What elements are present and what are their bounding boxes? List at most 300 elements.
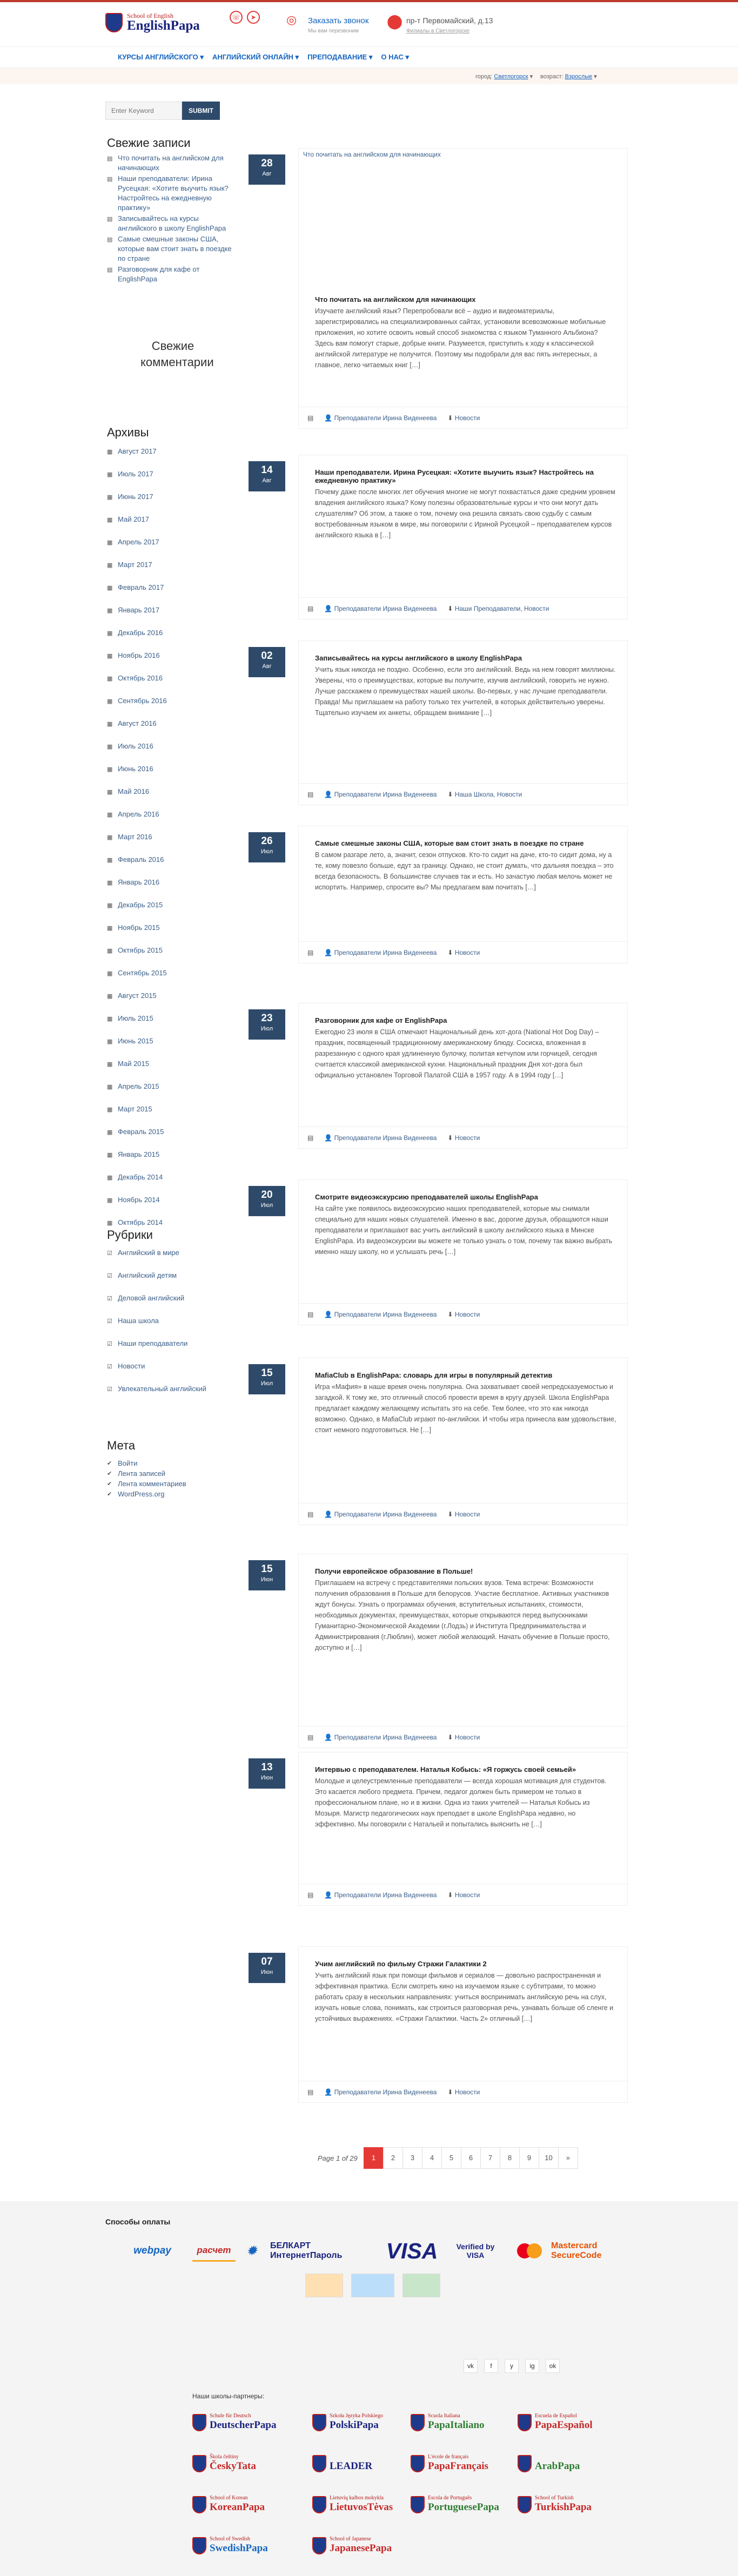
post-date-month: Июл	[260, 848, 273, 855]
partner-crest-icon	[312, 2496, 326, 2513]
checkbox-icon: ☑	[107, 1318, 112, 1325]
archive-link[interactable]: Декабрь 2016	[118, 629, 163, 637]
calendar-icon: ▦	[107, 744, 113, 750]
calendar-icon: ▦	[107, 766, 113, 773]
post-title[interactable]: Учим английский по фильму Стражи Галактики 2	[315, 1960, 487, 1968]
post-title[interactable]: Что почитать на английском для начинающих	[315, 295, 476, 304]
partner-crest-icon	[518, 2455, 532, 2472]
archive-item[interactable]	[107, 968, 237, 989]
archive-link[interactable]: Июль 2017	[118, 470, 153, 478]
category-link[interactable]: Наши преподаватели	[118, 1339, 188, 1347]
archive-link[interactable]: Январь 2017	[118, 606, 160, 614]
age-filter-value[interactable]: Взрослые	[565, 73, 593, 80]
pagination-page[interactable]: 4	[422, 2147, 442, 2169]
post-author[interactable]	[324, 2088, 437, 2096]
post-date-month: Авг	[262, 171, 272, 177]
archive-link[interactable]: Ноябрь 2015	[118, 923, 160, 932]
post-author-link[interactable]: Преподаватели Ирина Виденеева	[334, 1510, 437, 1518]
post-excerpt: Учить язык никогда не поздно. Особенно, если это английский. Ведь на нем говорят миллионы. Уверены, что о преимуществах, которые вы получите, изучив английский, говорить не нужно. Лучше расскажем о преимуществах нашей школы. Во-первых, у нас лучшие преподаватели. Правда! Мы приглашаем на работу только тех учителей, в которых действительно уверены. Тщательно изучаем их анкеты, обращаем внимание […]	[315, 666, 616, 717]
search-form	[105, 102, 220, 120]
archive-link[interactable]: Февраль 2016	[118, 855, 164, 864]
archive-link[interactable]: Октябрь 2015	[118, 946, 163, 954]
post-author-link[interactable]: Преподаватели Ирина Виденеева	[334, 414, 437, 422]
document-icon: ▤	[107, 267, 113, 273]
post-author[interactable]	[324, 605, 437, 612]
pagination-page[interactable]: 1	[364, 2147, 384, 2169]
partner-school-text: L'école de français	[428, 2454, 469, 2460]
recent-post-link[interactable]: Разговорник для кафе от EnglishPapa	[118, 265, 200, 283]
post-format-icon: ▤	[307, 414, 314, 422]
partner-logo[interactable]	[312, 2491, 407, 2521]
pagination-page[interactable]: 9	[519, 2147, 539, 2169]
post-date-badge	[249, 647, 285, 677]
archive-item[interactable]	[107, 990, 237, 1012]
city-filter-value[interactable]: Светлогорск	[494, 73, 528, 80]
post-author-link[interactable]: Преподаватели Ирина Виденеева	[334, 1310, 437, 1318]
pagination-info: Page 1 of 29	[318, 2154, 358, 2162]
partner-logo[interactable]	[518, 2450, 612, 2480]
post-date-month: Авг	[262, 477, 272, 484]
archive-item[interactable]	[107, 514, 237, 536]
archive-item[interactable]	[107, 764, 237, 785]
post-author[interactable]	[324, 791, 437, 798]
pagination-page[interactable]: 8	[500, 2147, 520, 2169]
mastercard-securecode-text: Mastercard SecureCode	[551, 2241, 602, 2260]
archive-link[interactable]: Октябрь 2016	[118, 674, 163, 682]
archive-item[interactable]	[107, 809, 237, 831]
meta-link[interactable]: WordPress.org	[118, 1490, 165, 1498]
partner-name[interactable]: PortuguesePapa	[428, 2501, 499, 2513]
category-item[interactable]	[107, 1361, 237, 1383]
recent-post-item[interactable]	[107, 174, 237, 213]
archive-link[interactable]: Июль 2015	[118, 1014, 153, 1022]
post-category[interactable]	[447, 414, 480, 422]
category-link[interactable]: Увлекательный английский	[118, 1385, 206, 1393]
post-author-link[interactable]: Преподаватели Ирина Виденеева	[334, 790, 437, 798]
post-category-link[interactable]: Новости	[454, 1733, 480, 1741]
post-author-link[interactable]: Преподаватели Ирина Виденеева	[334, 1134, 437, 1142]
post-date-day: 15	[261, 1563, 273, 1575]
archive-link[interactable]: Январь 2015	[118, 1150, 160, 1158]
meta-item[interactable]	[107, 1458, 237, 1468]
partner-crest-icon	[312, 2414, 326, 2431]
archive-link[interactable]: Август 2016	[118, 719, 157, 727]
post-category[interactable]	[447, 1510, 480, 1518]
archive-link[interactable]: Август 2015	[118, 992, 157, 1000]
partner-name[interactable]: TurkishPapa	[535, 2501, 592, 2513]
post-category-link[interactable]: Наши Преподаватели, Новости	[454, 604, 549, 612]
category-link[interactable]: Наша школа	[118, 1317, 159, 1325]
callback-subtext: Мы вам перезвоним	[308, 28, 359, 34]
nav-item-teaching[interactable]: ПРЕПОДАВАНИЕ ▾	[307, 53, 373, 61]
document-icon: ▤	[107, 216, 113, 222]
callback-link[interactable]: Заказать звонок	[308, 16, 369, 25]
post-title[interactable]: Записывайтесь на курсы английского в школу EnglishPapa	[315, 654, 522, 662]
archive-item[interactable]	[107, 1036, 237, 1057]
post-author-link[interactable]: Преподаватели Ирина Виденеева	[334, 2088, 437, 2096]
post-category-link[interactable]: Новости	[454, 1310, 480, 1318]
archive-link[interactable]: Ноябрь 2014	[118, 1196, 160, 1204]
pagination-page[interactable]: 6	[461, 2147, 481, 2169]
partner-name[interactable]: LEADER	[330, 2460, 373, 2472]
archive-link[interactable]: Апрель 2015	[118, 1082, 159, 1090]
recent-post-item[interactable]	[107, 265, 237, 284]
post-category[interactable]	[447, 1311, 480, 1318]
check-icon: ✔	[107, 1481, 112, 1487]
partner-name[interactable]: ČeskyTata	[210, 2460, 256, 2472]
archive-link[interactable]: Май 2017	[118, 515, 149, 523]
post-date-day: 02	[261, 650, 273, 662]
calendar-icon: ▦	[107, 1197, 113, 1204]
partner-name[interactable]: PapaItaliano	[428, 2419, 485, 2431]
archive-link[interactable]: Октябрь 2014	[118, 1218, 163, 1226]
post-body	[299, 1003, 627, 1081]
youtube-icon[interactable]: y	[505, 2359, 519, 2373]
post-date-day: 28	[261, 158, 273, 169]
post-format-icon: ▤	[307, 1733, 314, 1741]
site-logo[interactable]	[105, 10, 200, 35]
pin-icon: ⬇	[447, 1733, 455, 1741]
post-title[interactable]: MafiaClub в EnglishPapa: словарь для игры в популярный детектив	[315, 1371, 553, 1379]
nav-item-online[interactable]: АНГЛИЙСКИЙ ОНЛАЙН ▾	[212, 53, 299, 61]
partner-name[interactable]: ArabPapa	[535, 2460, 580, 2472]
viber-icon[interactable]: ☏	[230, 11, 243, 24]
post-meta	[299, 1726, 627, 1748]
category-item[interactable]	[107, 1270, 237, 1292]
category-item[interactable]	[107, 1247, 237, 1269]
post-category[interactable]	[447, 1891, 480, 1899]
user-icon: 👤	[324, 414, 334, 422]
recent-posts-list	[107, 153, 237, 285]
archive-link[interactable]: Февраль 2017	[118, 583, 164, 591]
archive-item[interactable]	[107, 1081, 237, 1103]
category-link[interactable]: Английский в мире	[118, 1249, 179, 1257]
search-input[interactable]	[105, 102, 182, 120]
city-filter[interactable]: город: Светлогорск ▾	[475, 73, 533, 80]
archive-item[interactable]	[107, 854, 237, 876]
meta-item[interactable]	[107, 1468, 237, 1479]
archive-item[interactable]	[107, 469, 237, 490]
partner-name[interactable]: PapaFrançais	[428, 2460, 488, 2472]
calendar-icon: ▦	[107, 1107, 113, 1113]
recent-post-item[interactable]	[107, 214, 237, 233]
recent-post-link[interactable]: Записывайтесь на курсы английского в школу EnglishPapa	[118, 214, 226, 232]
filter-bar	[0, 68, 738, 84]
post-author[interactable]	[324, 1510, 437, 1518]
telegram-icon[interactable]: ➤	[247, 11, 260, 24]
archive-link[interactable]: Ноябрь 2016	[118, 651, 160, 659]
webpay-logo	[120, 2240, 185, 2262]
nav-item-courses[interactable]: КУРСЫ АНГЛИЙСКОГО ▾	[118, 53, 204, 61]
archive-link[interactable]: Декабрь 2015	[118, 901, 163, 909]
post-date-day: 20	[261, 1189, 273, 1201]
partner-logo[interactable]	[312, 2532, 407, 2562]
post-date-month: Июн	[260, 1576, 273, 1583]
archive-item[interactable]	[107, 1013, 237, 1035]
archive-link[interactable]: Март 2016	[118, 833, 152, 841]
partner-logo[interactable]	[411, 2491, 505, 2521]
archives-list	[107, 446, 237, 1240]
archive-item[interactable]	[107, 1058, 237, 1080]
post-category-link[interactable]: Новости	[454, 2088, 480, 2096]
post-format-icon: ▤	[307, 604, 314, 612]
archive-item[interactable]	[107, 786, 237, 808]
post-category[interactable]	[447, 791, 522, 798]
post-date-badge	[249, 461, 285, 491]
partner-name[interactable]: KoreanPapa	[210, 2501, 265, 2513]
post-image-alt[interactable]: Что почитать на английском для начинающих	[303, 151, 441, 158]
archive-item[interactable]	[107, 900, 237, 921]
partner-logo[interactable]	[312, 2409, 407, 2439]
partner-crest-icon	[312, 2537, 326, 2554]
partner-logo[interactable]	[518, 2491, 612, 2521]
calendar-icon: ▦	[107, 993, 113, 1000]
recent-comments-title: Свежие комментарии	[140, 339, 214, 369]
partner-logo[interactable]	[411, 2450, 505, 2480]
archive-link[interactable]: Март 2017	[118, 561, 152, 569]
archive-item[interactable]	[107, 446, 237, 468]
partner-name[interactable]: PapaEspañol	[535, 2419, 593, 2431]
category-item[interactable]	[107, 1293, 237, 1314]
document-icon: ▤	[107, 176, 113, 183]
archive-link[interactable]: Август 2017	[118, 447, 157, 455]
archive-item[interactable]	[107, 491, 237, 513]
post-author-link[interactable]: Преподаватели Ирина Виденеева	[334, 1891, 437, 1899]
post-author[interactable]	[324, 1891, 437, 1899]
archive-item[interactable]	[107, 1195, 237, 1216]
partner-logo[interactable]	[411, 2409, 505, 2439]
payment-badge-1-icon	[305, 2274, 343, 2297]
partners-title: Наши школы-партнеры:	[192, 2392, 265, 2400]
branches-link[interactable]: Филиалы в Светлогорске	[406, 28, 470, 34]
post-author-link[interactable]: Преподаватели Ирина Виденеева	[334, 604, 437, 612]
post-author[interactable]	[324, 949, 437, 956]
category-item[interactable]	[107, 1338, 237, 1360]
post-excerpt: Молодые и целеустремленные преподаватели — всегда хорошая мотивация для студентов. Это касается любого предмета. Причем, педагог должен быть примером не только в профессиональном плане, но и в жизни. Одна из таких учителей — Наталья Кобысь из Мозыря. Магистр педагогических наук преподает в школе EnglishPapa недавно, но эффективно. Мы поговорили с Натальей и попытались выяснить не […]	[315, 1777, 607, 1828]
pin-icon: ⬇	[447, 604, 455, 612]
meta-link[interactable]: Лента комментариев	[118, 1480, 186, 1488]
archive-item[interactable]	[107, 922, 237, 944]
post-category[interactable]	[447, 1734, 480, 1741]
post-author[interactable]	[324, 414, 437, 422]
meta-link[interactable]: Войти	[118, 1459, 138, 1467]
category-item[interactable]	[107, 1384, 237, 1405]
post-author-link[interactable]: Преподаватели Ирина Виденеева	[334, 948, 437, 956]
nav-item-about[interactable]: О НАС ▾	[381, 53, 410, 61]
partner-crest-icon	[411, 2496, 425, 2513]
archive-item[interactable]	[107, 628, 237, 649]
pagination-page[interactable]: 7	[480, 2147, 500, 2169]
archive-link[interactable]: Март 2015	[118, 1105, 152, 1113]
calendar-icon: ▦	[107, 1152, 113, 1158]
pagination	[318, 2147, 578, 2169]
partner-logo[interactable]	[518, 2409, 612, 2439]
odnoklassniki-icon[interactable]: ok	[546, 2359, 560, 2373]
check-icon: ✔	[107, 1471, 112, 1477]
partner-crest-icon	[192, 2455, 206, 2472]
meta-link[interactable]: Лента записей	[118, 1469, 166, 1478]
partner-school-text: School of Japanese	[330, 2536, 371, 2542]
partner-school-text: Escuela de Español	[535, 2413, 577, 2419]
archive-link[interactable]: Июль 2016	[118, 742, 153, 750]
address-text: пр-т Первомайский, д.13	[406, 16, 493, 25]
archive-link[interactable]: Сентябрь 2016	[118, 697, 167, 705]
calendar-icon: ▦	[107, 721, 113, 727]
pin-icon: ⬇	[447, 948, 455, 956]
calendar-icon: ▦	[107, 471, 113, 478]
recent-post-link[interactable]: Что почитать на английском для начинающих	[118, 154, 224, 172]
visa-logo	[378, 2238, 446, 2264]
post-category-link[interactable]: Новости	[454, 1510, 480, 1518]
age-filter[interactable]: возраст: Взрослые ▾	[540, 73, 597, 80]
post-card	[298, 1003, 628, 1149]
post-category-link[interactable]: Новости	[454, 1891, 480, 1899]
pagination-page[interactable]: 5	[441, 2147, 461, 2169]
meta-item[interactable]	[107, 1489, 237, 1499]
archive-item[interactable]	[107, 650, 237, 672]
post-title[interactable]: Получи европейское образование в Польше!	[315, 1567, 473, 1575]
post-body	[299, 1554, 627, 1653]
post-category-link[interactable]: Новости	[454, 1134, 480, 1142]
post-author[interactable]	[324, 1734, 437, 1741]
archive-item[interactable]	[107, 741, 237, 763]
post-card	[298, 1358, 628, 1525]
post-date-day: 23	[261, 1013, 273, 1024]
partner-name[interactable]: PolskiPapa	[330, 2419, 379, 2431]
post-author[interactable]	[324, 1134, 437, 1142]
calendar-icon: ▦	[107, 698, 113, 705]
partner-name[interactable]: DeutscherPapa	[210, 2419, 277, 2431]
partner-logo[interactable]	[192, 2409, 287, 2439]
archive-link[interactable]: Май 2015	[118, 1060, 149, 1068]
calendar-icon: ▦	[107, 1220, 113, 1226]
partner-crest-icon	[192, 2496, 206, 2513]
facebook-icon[interactable]: f	[484, 2359, 498, 2373]
partner-logo[interactable]	[192, 2450, 287, 2480]
post-date-month: Июл	[260, 1380, 273, 1387]
archive-item[interactable]	[107, 537, 237, 558]
partner-name[interactable]: JapanesePapa	[330, 2543, 392, 2554]
archive-item[interactable]	[107, 673, 237, 694]
archive-link[interactable]: Май 2016	[118, 787, 149, 795]
archive-link[interactable]: Апрель 2016	[118, 810, 159, 818]
post-category-link[interactable]: Новости	[454, 948, 480, 956]
post-category[interactable]	[447, 2088, 480, 2096]
post-title[interactable]: Смотрите видеоэкскурсию преподавателей школы EnglishPapa	[315, 1193, 538, 1201]
calendar-icon: ▦	[107, 676, 113, 682]
archive-item[interactable]	[107, 718, 237, 740]
search-submit-button[interactable]: SUBMIT	[182, 102, 220, 120]
partner-logo[interactable]	[192, 2491, 287, 2521]
archive-link[interactable]: Июнь 2017	[118, 493, 153, 501]
post-date-badge	[249, 1953, 285, 1983]
archive-item[interactable]	[107, 945, 237, 967]
post-date-month: Июн	[260, 1969, 273, 1975]
archive-item[interactable]	[107, 605, 237, 626]
recent-post-item[interactable]	[107, 153, 237, 173]
post-category-link[interactable]: Наша Школа, Новости	[454, 790, 522, 798]
partner-logo[interactable]	[192, 2532, 287, 2562]
partner-logo[interactable]	[312, 2450, 407, 2480]
post-title[interactable]: Интервью с преподавателем. Наталья Кобысь: «Я горжусь своей семьей»	[315, 1765, 576, 1773]
archive-item[interactable]	[107, 1149, 237, 1171]
post-format-icon: ▤	[307, 1510, 314, 1518]
instagram-icon[interactable]: ig	[525, 2359, 539, 2373]
partner-name[interactable]: SwedishPapa	[210, 2543, 268, 2554]
category-link[interactable]: Английский детям	[118, 1271, 177, 1279]
post-image[interactable]	[299, 149, 627, 289]
archive-link[interactable]: Февраль 2015	[118, 1128, 164, 1136]
post-category-link[interactable]: Новости	[454, 414, 480, 422]
post-title[interactable]: Наши преподаватели. Ирина Русецкая: «Хотите выучить язык? Настройтесь на ежедневную практику»	[315, 468, 594, 484]
archive-item[interactable]	[107, 1104, 237, 1125]
archive-link[interactable]: Июнь 2016	[118, 765, 153, 773]
archive-link[interactable]: Январь 2016	[118, 878, 160, 886]
pagination-page[interactable]: 2	[383, 2147, 403, 2169]
pin-icon: ⬇	[447, 1134, 455, 1142]
partner-crest-icon	[518, 2414, 532, 2431]
post-title[interactable]: Самые смешные законы США, которые вам стоит знать в поездке по стране	[315, 839, 584, 847]
calendar-icon: ▦	[107, 449, 113, 455]
calendar-icon: ▦	[107, 562, 113, 569]
archive-item[interactable]	[107, 1172, 237, 1193]
post-meta	[299, 1127, 627, 1148]
archive-item[interactable]	[107, 582, 237, 604]
post-date-day: 26	[261, 835, 273, 847]
calendar-icon: ▦	[107, 970, 113, 977]
recent-post-item[interactable]	[107, 234, 237, 264]
archive-link[interactable]: Июнь 2015	[118, 1037, 153, 1045]
post-category[interactable]	[447, 605, 549, 612]
category-item[interactable]	[107, 1316, 237, 1337]
post-meta	[299, 2081, 627, 2102]
headset-icon: ◎	[286, 13, 297, 26]
partner-school-text: School of Swedish	[210, 2536, 250, 2542]
archive-link[interactable]: Сентябрь 2015	[118, 969, 167, 977]
archive-item[interactable]	[107, 696, 237, 717]
main-content	[0, 84, 738, 2201]
pagination-page[interactable]: »	[558, 2147, 578, 2169]
user-icon: 👤	[324, 1891, 334, 1899]
pin-icon: ⬇	[447, 1891, 455, 1899]
post-category[interactable]	[447, 949, 480, 956]
map-pin-icon: ⬤	[387, 13, 403, 29]
archive-link[interactable]: Декабрь 2014	[118, 1173, 163, 1181]
meta-list	[107, 1458, 237, 1499]
partner-crest-icon	[192, 2414, 206, 2431]
category-link[interactable]: Новости	[118, 1362, 145, 1370]
post-author[interactable]	[324, 1311, 437, 1318]
recent-post-link[interactable]: Наши преподаватели: Ирина Русецкая: «Хотите выучить язык? Настройтесь на ежедневную практику»	[118, 174, 229, 212]
archive-link[interactable]: Апрель 2017	[118, 538, 159, 546]
archive-item[interactable]	[107, 877, 237, 899]
post-title[interactable]: Разговорник для кафе от EnglishPapa	[315, 1016, 447, 1024]
pagination-page[interactable]: 10	[539, 2147, 559, 2169]
partner-school-text: Lietuvių kalbos mokykla	[330, 2495, 384, 2501]
calendar-icon: ▦	[107, 789, 113, 795]
pagination-page[interactable]: 3	[402, 2147, 422, 2169]
category-link[interactable]: Деловой английский	[118, 1294, 185, 1302]
post-author-link[interactable]: Преподаватели Ирина Виденеева	[334, 1733, 437, 1741]
vk-icon[interactable]: vk	[464, 2359, 478, 2373]
archive-item[interactable]	[107, 559, 237, 581]
recent-post-link[interactable]: Самые смешные законы США, которые вам стоит знать в поездке по стране	[118, 235, 232, 262]
archive-item[interactable]	[107, 1127, 237, 1148]
partner-name[interactable]: LietuvosTėvas	[330, 2501, 393, 2513]
archive-item[interactable]	[107, 832, 237, 853]
meta-item[interactable]	[107, 1479, 237, 1489]
post-category[interactable]	[447, 1134, 480, 1142]
